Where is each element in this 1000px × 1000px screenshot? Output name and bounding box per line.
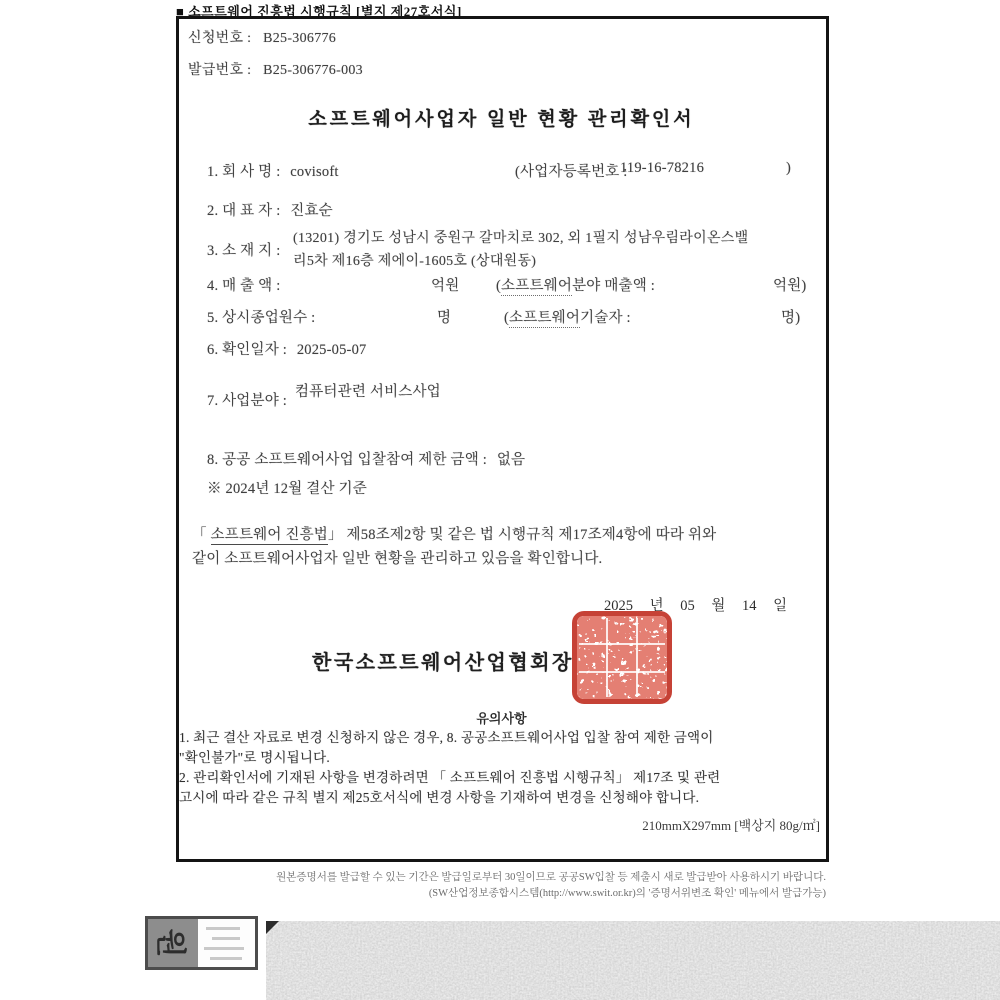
ceo-row [207,199,333,220]
employees-paren-sw: 소프트웨어 [509,310,581,326]
confirm-date-value: 2025-05-07 [296,342,367,358]
issuer-name: 한국소프트웨어산업협회장 [312,652,574,674]
official-seal-pattern [577,616,667,699]
statement-law-name: 소프트웨어 진흥법 [210,527,329,543]
business-field-value: 컴퓨터관련 서비스사업 [295,384,441,400]
scan-noise-band [266,921,1000,1000]
original-stamp [145,916,258,970]
scan-noise-pattern [266,921,1000,1000]
official-seal [572,611,672,704]
original-stamp-light-cell [198,919,255,967]
sales-paren-open: ( [496,278,502,294]
statement-line1-rest: 」 제58조제2항 및 같은 법 시행규칙 제17조제4항에 따라 위와 [328,527,717,543]
sales-unit: 억원 [431,278,460,294]
sales-paren-rest: 분야 매출액 : [572,278,655,294]
employees-paren-open: ( [504,310,510,326]
bid-limit-label: 8. 공공 소프트웨어사업 입찰참여 제한 금액 : [207,452,487,468]
notice-item2-line1: 2. 관리확인서에 기재된 사항을 변경하려면 「 소프트웨어 진흥법 시행규칙」 제17조 및 관련 [179,770,721,785]
application-number-value: B25-306776 [263,31,337,46]
footer-note-line1: 원본증명서를 발급할 수 있는 기간은 발급일로부터 30일이므로 공공SW입찰 등 제출시 새로 발급받아 사용하시기 바랍니다. [276,872,826,883]
company-reg-label: (사업자등록번호 : [515,164,628,180]
bid-limit-row [207,448,525,469]
fiscal-note: ※ 2024년 12월 결산 기준 [207,481,367,497]
company-reg-value: 119-16-78216 [620,160,705,176]
address-label: 3. 소 재 지 : [207,243,281,259]
company-row [207,160,339,181]
original-stamp-dark-cell [148,919,198,967]
issue-number-value: B25-306776-003 [263,63,363,78]
ceo-label: 2. 대 표 자 : [207,203,281,219]
footer-note-line2: (SW산업정보종합시스템(http://www.swit.or.kr)의 '증명서위변조 확인' 메뉴에서 발급가능) [428,888,826,899]
confirm-date-row [207,338,366,359]
employees-unit: 명 [437,310,452,326]
business-field-label: 7. 사업분야 : [207,393,287,409]
sales-paren-sw: 소프트웨어 [501,278,573,294]
statement-line1 [192,523,716,544]
employees-label: 5. 상시종업원수 : [207,310,316,326]
bid-limit-value: 없음 [496,452,526,468]
employees-paren-label [504,306,631,327]
employees-paren-unit: 명) [781,310,801,326]
sales-paren-unit: 억원) [773,278,807,294]
company-label: 1. 회 사 명 : [207,164,281,180]
issue-number-row [188,59,363,79]
company-reg-close: ) [786,160,792,176]
address-line2: 리5차 제16층 제에이-1605호 (상대원동) [293,254,537,269]
issue-number-label: 발급번호 : [188,63,252,78]
notice-title: 유의사항 [476,711,527,726]
address-line1: (13201) 경기도 성남시 중원구 갈마치로 302, 외 1필지 성남우림라이온스밸 [293,231,749,246]
sales-paren-label [496,274,655,295]
statement-line2: 같이 소프트웨어사업자 일반 현황을 관리하고 있음을 확인합니다. [192,551,603,567]
employees-paren-rest: 기술자 : [580,310,631,326]
ceo-value: 진효순 [290,203,333,219]
application-number-label: 신청번호 : [188,31,252,46]
application-number-row [188,27,336,47]
notice-item1-line1: 1. 최근 결산 자료로 변경 신청하지 않은 경우, 8. 공공소프트웨어사업 입찰 참여 제한 금액이 [179,730,714,745]
notice-item1-line2: "확인불가"로 명시됩니다. [179,750,330,765]
paper-spec: 210mmX297mm [백상지 80g/㎡] [642,818,820,833]
sales-label: 4. 매 출 액 : [207,278,281,294]
statement-open-bracket: 「 [192,527,211,543]
issue-date-line: 2025 년 05 월 14 일 [604,598,788,614]
confirm-date-label: 6. 확인일자 : [207,342,287,358]
document-title: 소프트웨어사업자 일반 현황 관리확인서 [308,109,695,130]
form-reference-line: ■ 소프트웨어 진흥법 시행규칙 [별지 제27호서식] [176,4,462,19]
original-stamp-char: 원 [152,928,186,958]
scan-noise-corner-mark [266,921,279,934]
notice-item2-line2: 고시에 따라 같은 규칙 별지 제25호서식에 변경 사항을 기재하여 변경을 신청해야 합니다. [179,790,700,805]
company-value: covisoft [290,164,339,180]
